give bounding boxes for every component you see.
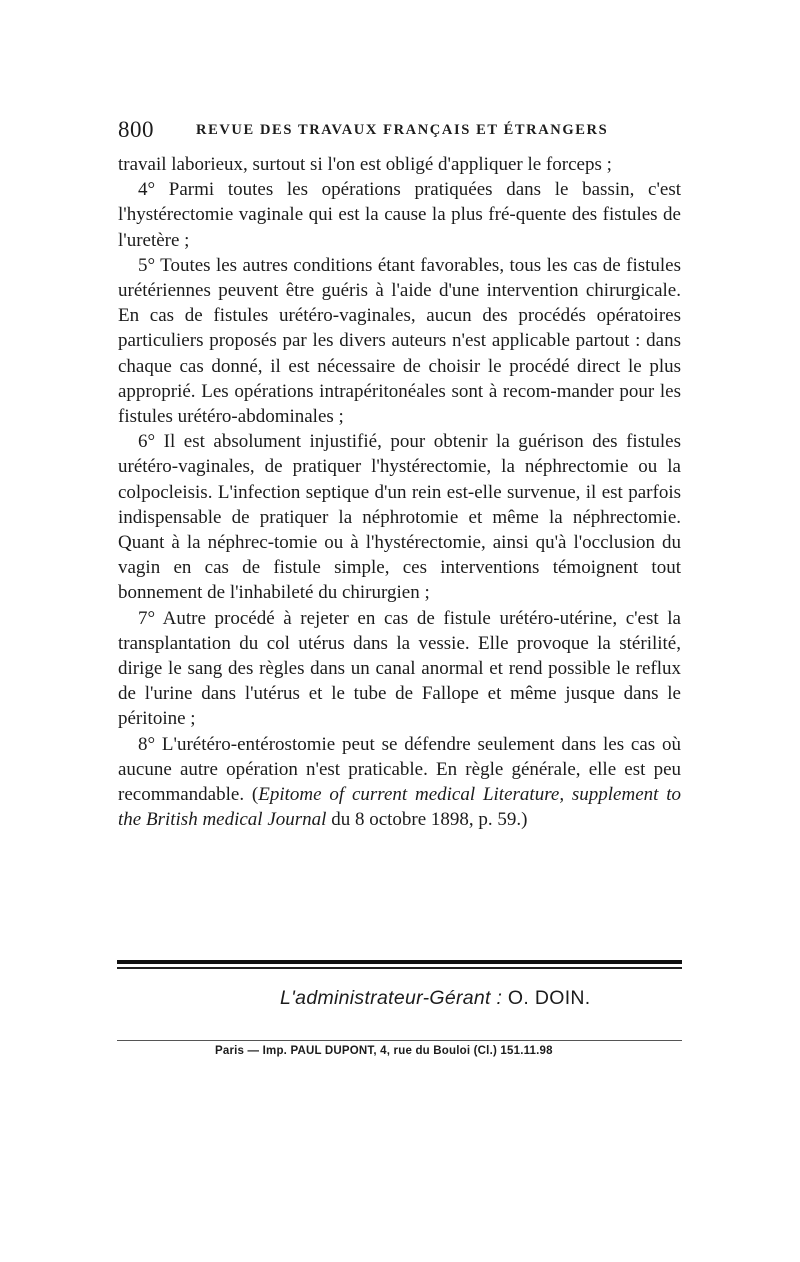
signature-line xyxy=(280,987,680,1010)
closing-rule-thin xyxy=(117,967,682,969)
signature-name: O. DOIN. xyxy=(502,987,591,1009)
paragraph-item-6: 6° Il est absolument injustifié, pour obtenir la guérison des fistules urétéro-vaginales, de pratiquer l'hystérectomie, la néphrectomie ou la colpocleisis. L'infection septique d'un rein est-elle survenue, il est parfois indispensable de pratiquer la néphrotomie et même la néphrectomie. Quant à la néphrec-tomie ou à l'hystérectomie, ainsi qu'à l'occlusion du vagin en cas de fistule simple, ces interventions témoignent tout bonnement de l'inhabileté du chirurgien ; xyxy=(118,431,681,604)
page-number: 800 xyxy=(118,117,154,142)
paragraph-item-8-text: 8° L'urétéro-entérostomie peut se défendre seulement dans les cas où aucune autre opération n'est praticable. En règle générale, elle est peu recommandable. ( xyxy=(118,733,681,806)
signature-role: L'administrateur-Gérant : xyxy=(280,987,503,1009)
closing-rule-thick xyxy=(117,960,682,964)
imprint-rule xyxy=(117,1040,682,1041)
paragraph-item-8 xyxy=(118,732,681,833)
running-head xyxy=(118,117,681,147)
body-text xyxy=(118,152,681,832)
citation-date: du 8 octobre 1898, p. 59.) xyxy=(326,809,528,831)
citation-source: Epitome of current medical Literature, supplement to the British medical Journal xyxy=(118,784,682,831)
paragraph-continuation: travail laborieux, surtout si l'on est obligé d'appliquer le forceps ; xyxy=(118,154,612,175)
running-title: REVUE DES TRAVAUX FRANÇAIS ET ÉTRANGERS xyxy=(196,122,609,138)
printer-imprint: Paris — Imp. PAUL DUPONT, 4, rue du Bouloi (Cl.) 151.11.98 xyxy=(215,1045,553,1057)
paragraph-item-5: 5° Toutes les autres conditions étant favorables, tous les cas de fistules urétériennes peuvent être guéris à l'aide d'une intervention chirurgicale. En cas de fistules urétéro-vaginales, aucun des procédés opératoires particuliers proposés par les divers auteurs n'est applicable partout : dans chaque cas donné, il est nécessaire de choisir le procédé direct le plus approprié. Les opérations intrapéritonéales sont à recom-mander pour les fistules urétéro-abdominales ; xyxy=(118,254,681,428)
paragraph-item-7: 7° Autre procédé à rejeter en cas de fistule urétéro-utérine, c'est la transplantation du col utérus dans la vessie. Elle provoque la stérilité, dirige le sang des règles dans un canal anormal et rend possible le reflux de l'urine dans l'utérus et le tube de Fallope et même jusque dans le péritoine ; xyxy=(118,607,681,730)
paragraph-item-4: 4° Parmi toutes les opérations pratiquées dans le bassin, c'est l'hystérectomie vaginale qui est la cause la plus fré-quente des fistules de l'uretère ; xyxy=(118,179,681,251)
